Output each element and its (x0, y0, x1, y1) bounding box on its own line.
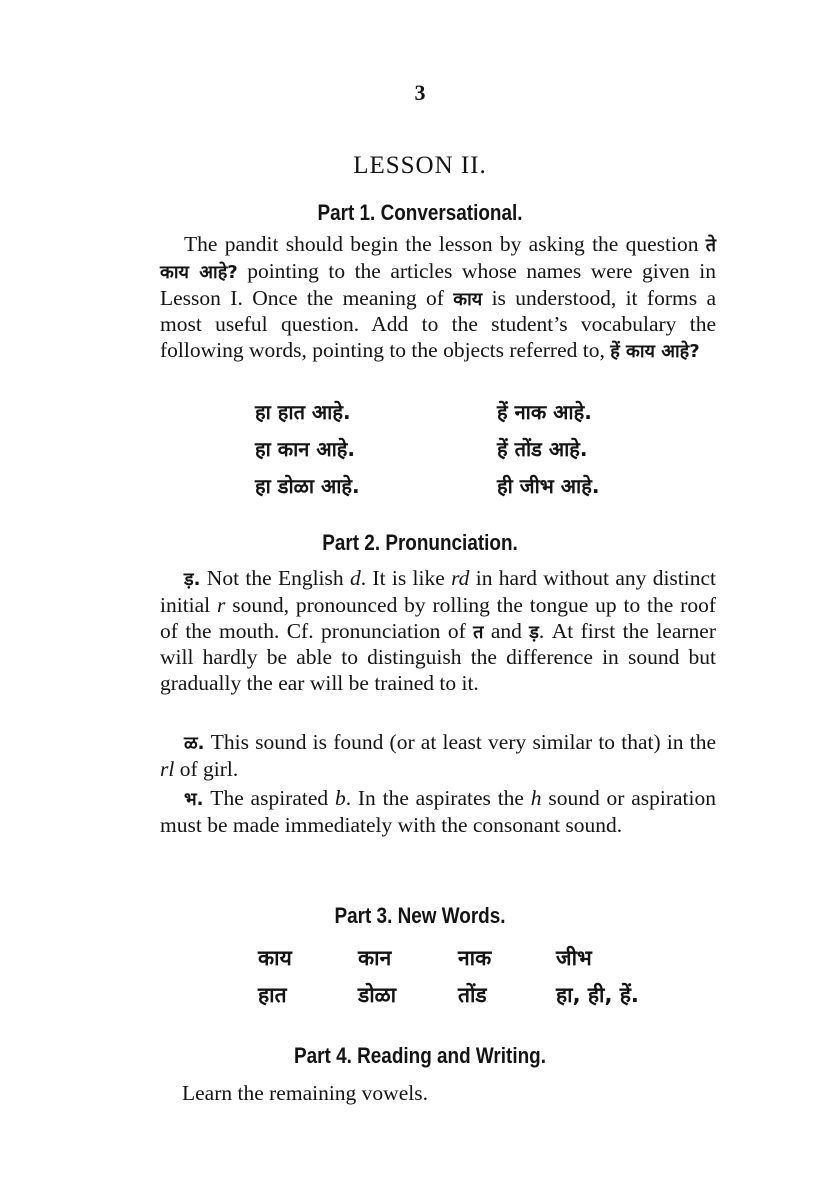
part1-kaay: काय (453, 288, 483, 310)
text: The aspirated (203, 786, 335, 810)
italic-b: b (334, 786, 346, 810)
letter-ta: त (473, 621, 484, 643)
part1-text-1: The pandit should begin the lesson by asking the question (184, 232, 706, 256)
text: in hard without any distinct initial (160, 566, 716, 617)
part4-heading: Part 4. Reading and Writing. (294, 1043, 546, 1068)
new-word: हात (258, 983, 287, 1007)
text: sound or aspiration must be made immediately with the consonant sound. (160, 786, 716, 837)
new-word: कान (358, 946, 392, 970)
letter-lla: ळ. (184, 733, 205, 754)
part1-paragraph (160, 232, 716, 365)
new-word: डोळा (358, 983, 397, 1007)
text: of girl. (174, 756, 239, 781)
part4-text: Learn the remaining vowels. (182, 1081, 428, 1105)
italic-d: d (349, 566, 361, 590)
text: sound, pronounced by rolling the tongue up to the roof of the mouth. Cf. pronunciation of (160, 592, 716, 643)
letter-rda: ड़. (184, 569, 201, 590)
text: and (483, 618, 530, 643)
italic-rd: rd (451, 566, 470, 590)
italic-rl: rl (160, 756, 175, 781)
new-words-grid (258, 943, 676, 1011)
new-word: तोंड (458, 983, 487, 1007)
letter-rda: ड़ (529, 621, 539, 643)
text: . At first the learner will hardly be able to distinguish the difference in sound but gradually the ear will be trained to it. (160, 618, 716, 696)
sentence: हा डोळा आहे. (255, 474, 360, 498)
part1-text-3: is understood, it forms a most useful question. Add to the student’s vocabulary the following words, pointing to the objects referred to, (160, 285, 716, 363)
lesson-title: LESSON II. (353, 152, 487, 179)
text: . It is like (360, 566, 452, 590)
sentence: हा कान आहे. (255, 437, 356, 461)
part2-heading: Part 2. Pronunciation. (322, 530, 518, 555)
new-word: काय (258, 946, 292, 970)
page-number: 3 (414, 80, 426, 105)
part1-heading: Part 1. Conversational. (317, 200, 523, 225)
new-word: जीभ (556, 946, 592, 970)
part3-heading: Part 3. New Words. (334, 903, 506, 928)
part2-paragraph-2 (160, 730, 716, 783)
sentence: हें नाक आहे. (497, 400, 592, 424)
sentence-grid (255, 397, 697, 502)
part2-paragraph-3 (160, 786, 716, 839)
sentence: हा हात आहे. (255, 400, 351, 424)
new-word: हा, ही, हें. (556, 983, 639, 1007)
new-word: नाक (458, 946, 492, 970)
part1-question2: हें काय आहे? (610, 341, 700, 363)
text: Not the English (200, 566, 350, 590)
part1-text-2: pointing to the articles whose names were given in Lesson I. Once the meaning of (160, 258, 717, 310)
text: This sound is found (or at least very similar to that) in the (204, 730, 716, 754)
part1-question: ते काय आहे? (160, 235, 716, 283)
part2-paragraph-1 (160, 566, 716, 697)
sentence: ही जीभ आहे. (497, 474, 600, 498)
italic-h: h (530, 786, 542, 810)
italic-r: r (217, 592, 226, 617)
text: . In the aspirates the (345, 786, 531, 810)
sentence: हें तोंड आहे. (497, 437, 588, 461)
letter-bha: भ. (184, 789, 204, 810)
